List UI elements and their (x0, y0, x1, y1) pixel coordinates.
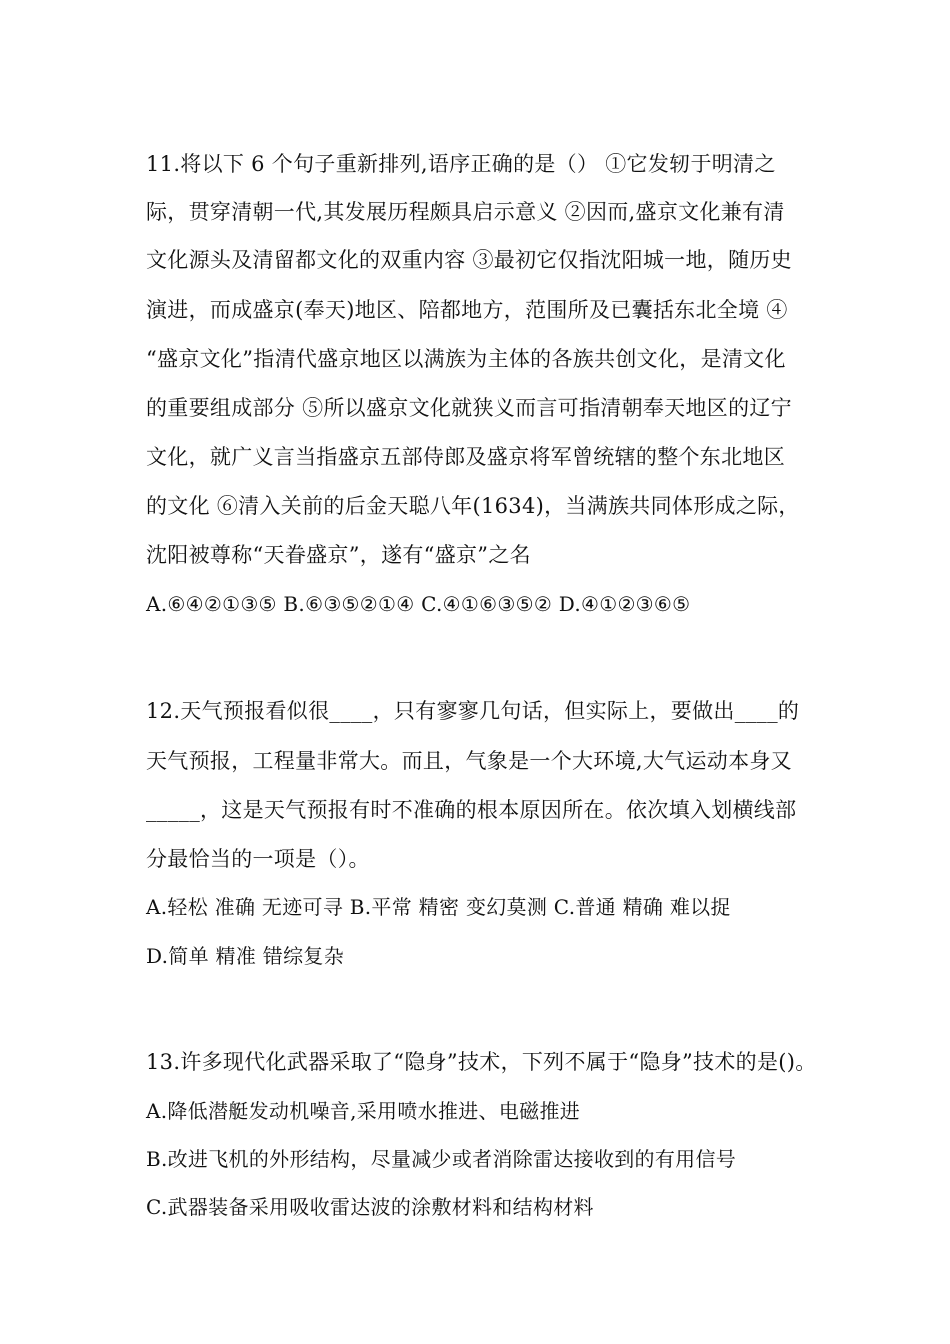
question-11-line-6: 的重要组成部分 ⑤所以盛京文化就狭义而言可指清朝奉天地区的辽宁 (146, 396, 792, 420)
question-11-options: A.⑥④②①③⑤ B.⑥③⑤②①④ C.④①⑥③⑤② D.④①②③⑥⑤ (146, 592, 691, 616)
question-11-line-4: 演进，而成盛京(奉天)地区、陪都地方，范围所及已囊括东北全境 ④ (146, 298, 788, 322)
question-11-line-7: 文化，就广义言当指盛京五部侍郎及盛京将军曾统辖的整个东北地区 (146, 445, 785, 469)
question-13-stem: 13.许多现代化武器采取了“隐身”技术，下列不属于“隐身”技术的是()。 (146, 1050, 817, 1074)
question-12-line-2: 天气预报，工程量非常大。而且，气象是一个大环境,大气运动本身又 (146, 749, 792, 773)
question-11-line-3: 文化源头及清留都文化的双重内容 ③最初它仅指沈阳城一地，随历史 (146, 248, 792, 272)
question-13-option-c: C.武器装备采用吸收雷达波的涂敷材料和结构材料 (146, 1195, 594, 1219)
question-12-line-3: _____，这是天气预报有时不准确的根本原因所在。依次填入划横线部 (146, 798, 797, 822)
question-11-line-8: 的文化 ⑥清入关前的后金天聪八年(1634)，当满族共同体形成之际， (146, 494, 800, 518)
question-12-options-line-1: A.轻松 准确 无迹可寻 B.平常 精密 变幻莫测 C.普通 精确 难以捉 (146, 895, 731, 919)
question-12-line-1: 12.天气预报看似很____，只有寥寥几句话，但实际上，要做出____的 (146, 699, 800, 723)
question-11-line-9: 沈阳被尊称“天眷盛京”，遂有“盛京”之名 (146, 543, 531, 567)
question-13-option-a: A.降低潜艇发动机噪音,采用喷水推进、电磁推进 (146, 1099, 581, 1123)
question-13-option-b: B.改进飞机的外形结构，尽量减少或者消除雷达接收到的有用信号 (146, 1147, 737, 1171)
question-11-line-2: 际，贯穿清朝一代,其发展历程颇具启示意义 ②因而,盛京文化兼有清 (146, 200, 785, 224)
question-11-line-5: “盛京文化”指清代盛京地区以满族为主体的各族共创文化，是清文化 (146, 347, 786, 371)
question-11-line-1: 11.将以下 6 个句子重新排列,语序正确的是（） ①它发轫于明清之 (146, 152, 776, 176)
question-12-line-4: 分最恰当的一项是（）。 (146, 847, 370, 871)
question-12-options-line-2: D.简单 精准 错综复杂 (146, 944, 344, 968)
